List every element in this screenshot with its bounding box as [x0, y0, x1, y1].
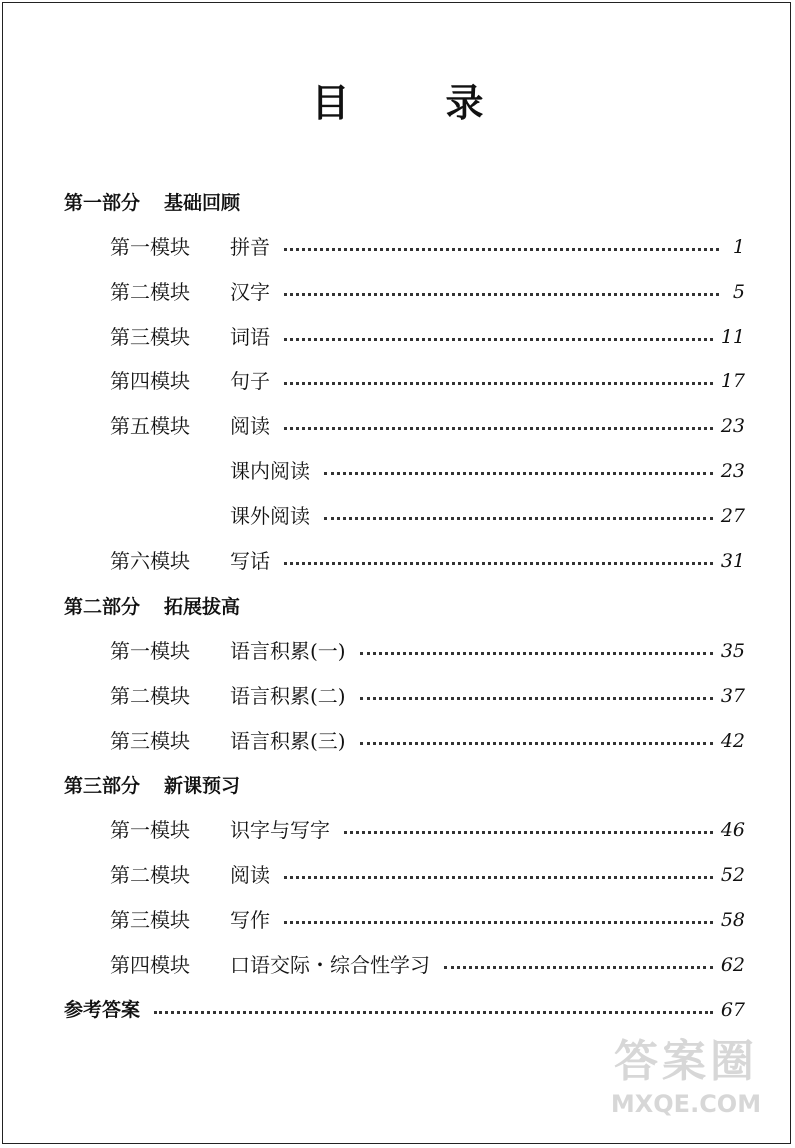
entry-label: 课内阅读 — [230, 459, 310, 483]
entry-label: 拼音 — [230, 235, 270, 259]
entry-label: 写作 — [230, 908, 270, 932]
toc-entry-yuedu-2[interactable] — [110, 861, 745, 889]
dot-leader — [284, 562, 713, 565]
toc-entry-ciyu[interactable] — [110, 323, 745, 351]
part-heading-1 — [64, 189, 240, 217]
toc-entry-kouyu-jiaoji[interactable] — [110, 951, 745, 979]
page-number: 11 — [720, 326, 745, 348]
toc-entry-pinyin[interactable] — [110, 233, 745, 261]
module-number: 第一模块 — [110, 235, 190, 259]
toc-entry-yuyan-jilei-3[interactable] — [110, 727, 745, 755]
entry-label: 课外阅读 — [230, 504, 310, 528]
part-number: 第二部分 — [64, 596, 141, 618]
page-number: 58 — [720, 909, 745, 931]
dot-leader — [324, 472, 713, 475]
title-char-1: 目 — [311, 81, 350, 125]
page-number: 31 — [720, 550, 745, 572]
watermark-text-en: MXQE.COM — [610, 1090, 762, 1118]
module-number: 第一模块 — [110, 818, 190, 842]
part-number: 第三部分 — [64, 775, 141, 797]
entry-label: 语言积累(二) — [230, 684, 346, 708]
toc-subentry-kenei-yuedu[interactable] — [230, 457, 745, 485]
module-number: 第四模块 — [110, 369, 190, 393]
page-number: 17 — [720, 370, 745, 392]
entry-label: 语言积累(一) — [230, 639, 346, 663]
title-char-2: 录 — [445, 81, 484, 125]
page-number: 46 — [720, 819, 745, 841]
part-heading-3 — [64, 772, 240, 800]
entry-label: 口语交际・综合性学习 — [230, 953, 430, 977]
module-number: 第二模块 — [110, 684, 190, 708]
module-number: 第四模块 — [110, 953, 190, 977]
entry-label: 参考答案 — [64, 999, 141, 1021]
page-number: 23 — [720, 415, 745, 437]
toc-subentry-kewai-yuedu[interactable] — [230, 502, 745, 530]
page-number: 35 — [720, 640, 745, 662]
dot-leader — [360, 742, 713, 745]
module-number: 第三模块 — [110, 908, 190, 932]
page-number: 23 — [720, 460, 745, 482]
module-number: 第三模块 — [110, 729, 190, 753]
page-number: 42 — [720, 730, 745, 752]
entry-label: 词语 — [230, 325, 270, 349]
part-name: 拓展拔高 — [164, 596, 241, 618]
entry-label: 汉字 — [230, 280, 270, 304]
page-number: 52 — [720, 864, 745, 886]
toc-entry-yuyan-jilei-2[interactable] — [110, 682, 745, 710]
toc-entry-hanzi[interactable] — [110, 278, 745, 306]
toc-entry-xiehua[interactable] — [110, 547, 745, 575]
dot-leader — [284, 293, 719, 296]
entry-label: 阅读 — [230, 863, 270, 887]
module-number: 第六模块 — [110, 549, 190, 573]
dot-leader — [284, 921, 713, 924]
watermark-text-cn: 答案圈 — [614, 1036, 758, 1087]
entry-label: 句子 — [230, 369, 270, 393]
part-number: 第一部分 — [64, 192, 141, 214]
entry-label: 语言积累(三) — [230, 729, 346, 753]
toc-entry-juzi[interactable] — [110, 367, 745, 395]
module-number: 第一模块 — [110, 639, 190, 663]
dot-leader — [344, 831, 713, 834]
dot-leader — [360, 652, 713, 655]
page-number: 5 — [732, 281, 745, 303]
page-number: 67 — [720, 999, 745, 1021]
part-name: 基础回顾 — [164, 192, 241, 214]
toc-entry-shizi-xiezi[interactable] — [110, 816, 745, 844]
toc-entry-yuyan-jilei-1[interactable] — [110, 637, 745, 665]
toc-entry-answers[interactable] — [64, 996, 745, 1024]
page-number: 62 — [720, 954, 745, 976]
page-number: 1 — [732, 236, 745, 258]
dot-leader — [360, 697, 713, 700]
module-number: 第三模块 — [110, 325, 190, 349]
page-number: 37 — [720, 685, 745, 707]
entry-label: 识字与写字 — [230, 818, 330, 842]
dot-leader — [324, 517, 713, 520]
dot-leader — [284, 876, 713, 879]
dot-leader — [444, 966, 713, 969]
part-name: 新课预习 — [164, 775, 241, 797]
dot-leader — [284, 427, 713, 430]
toc-entry-xiezuo[interactable] — [110, 906, 745, 934]
module-number: 第二模块 — [110, 863, 190, 887]
page-number: 27 — [720, 505, 745, 527]
dot-leader — [154, 1011, 713, 1014]
watermark-logo — [591, 1036, 781, 1140]
entry-label: 写话 — [230, 549, 270, 573]
module-number: 第五模块 — [110, 414, 190, 438]
toc-entry-yuedu[interactable] — [110, 412, 745, 440]
dot-leader — [284, 338, 713, 341]
dot-leader — [284, 248, 719, 251]
module-number: 第二模块 — [110, 280, 190, 304]
dot-leader — [284, 382, 713, 385]
part-heading-2 — [64, 593, 240, 621]
entry-label: 阅读 — [230, 414, 270, 438]
